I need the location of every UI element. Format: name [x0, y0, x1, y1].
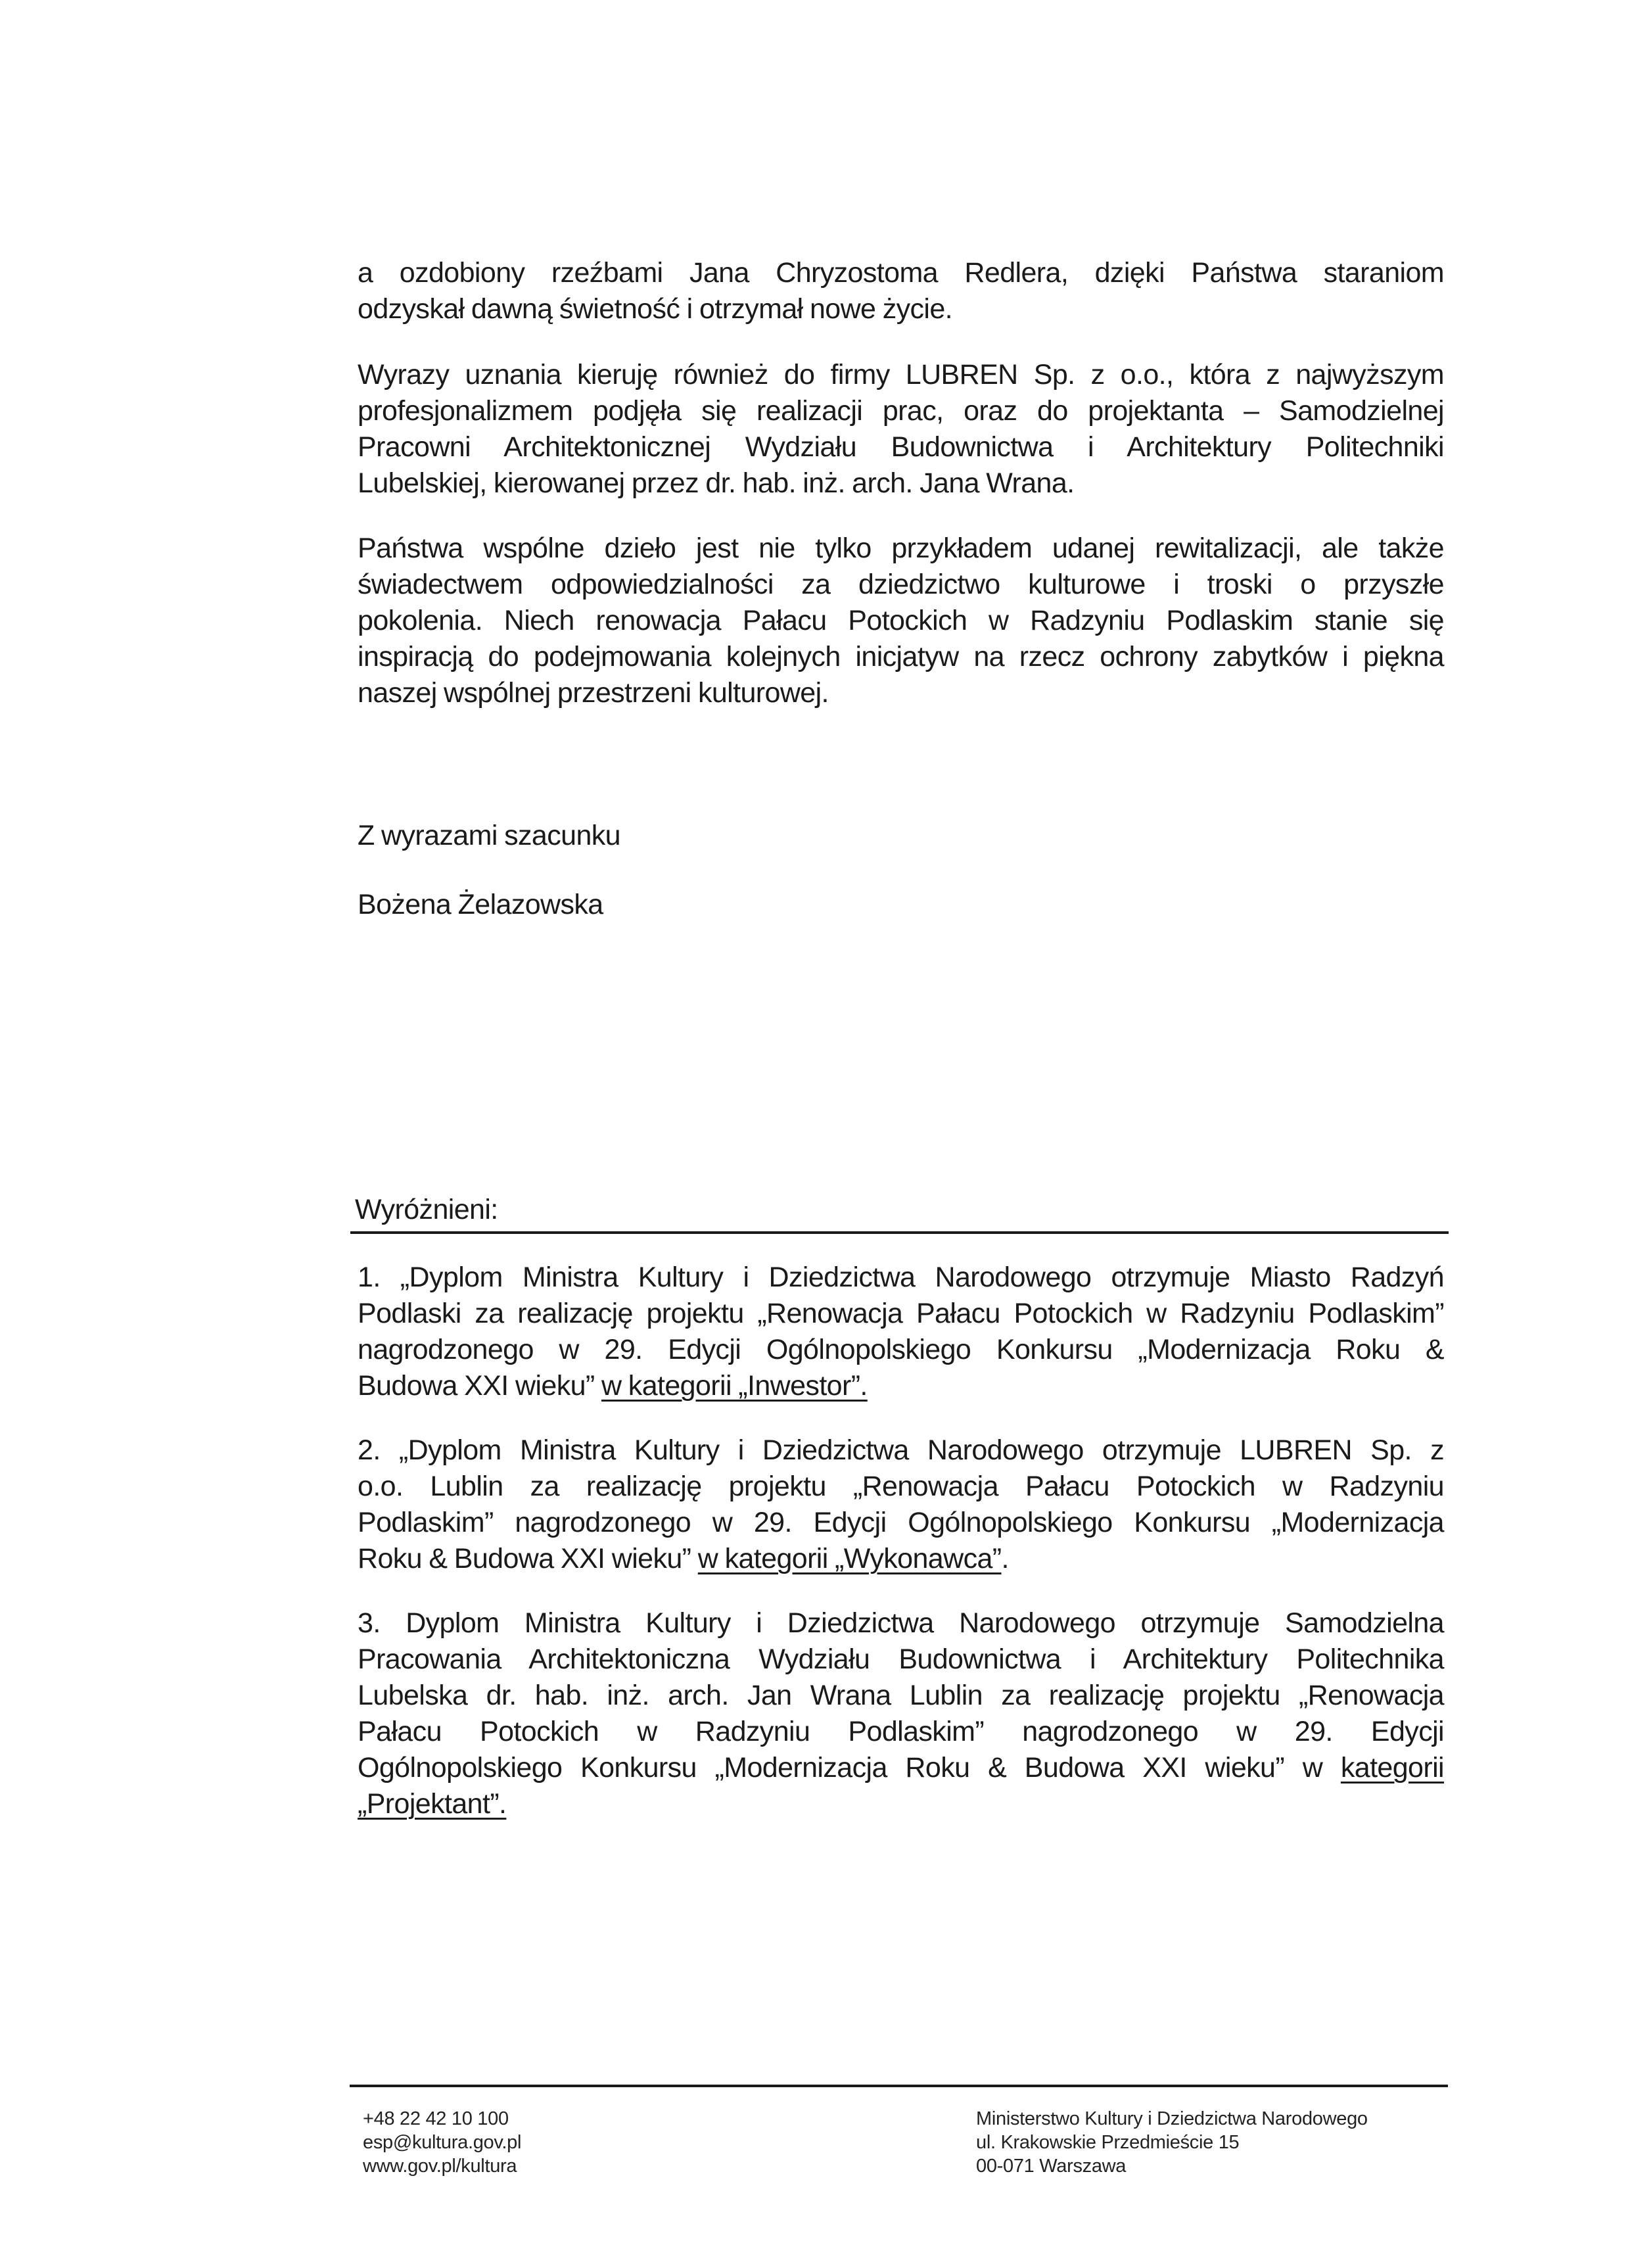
text-line: nagrodzonego w 29. Edycji Ogólnopolskiego Konkursu „Modernizacja Roku &: [358, 1334, 1444, 1365]
body-paragraph-2: [358, 357, 1444, 502]
text-line: świadectwem odpowiedzialności za dziedzictwo kulturowe i troski o przyszłe: [358, 569, 1444, 600]
footer-website[interactable]: www.gov.pl/kultura: [363, 2156, 517, 2177]
award-item-3: [358, 1605, 1444, 1822]
category-label: kategorii: [1340, 1752, 1444, 1784]
footer-city: 00-071 Warszawa: [976, 2156, 1127, 2177]
body-paragraph-3: [358, 531, 1444, 711]
category-projektant: „Projektant”.: [358, 1788, 507, 1820]
footer-phone: +48 22 42 10 100: [363, 2108, 509, 2129]
category-inwestor: w kategorii „Inwestor”.: [601, 1370, 868, 1402]
award-item-1: [358, 1260, 1444, 1404]
closing-salutation: Z wyrazami szacunku: [358, 820, 620, 851]
body-paragraph-1: [358, 255, 1444, 327]
section-divider: [350, 1231, 1449, 1234]
text-line: Podlaski za realizację projektu „Renowacja Pałacu Potockich w Radzyniu Podlaskim”: [358, 1298, 1444, 1329]
line-text: Roku & Budowa XXI wieku”: [358, 1543, 698, 1574]
award-item-2: [358, 1432, 1444, 1577]
text-line: Podlaskim” nagrodzonego w 29. Edycji Ogólnopolskiego Konkursu „Modernizacja: [358, 1507, 1444, 1538]
text-line: [358, 1750, 1444, 1786]
line-text: Ogólnopolskiego Konkursu „Modernizacja Roku & Budowa XXI wieku” w: [358, 1752, 1341, 1784]
text-line: pokolenia. Niech renowacja Pałacu Potockich w Radzyniu Podlaskim stanie się: [358, 605, 1444, 636]
text-line: Państwa wspólne dzieło jest nie tylko przykładem udanej rewitalizacji, ale także: [358, 532, 1444, 564]
text-line: Pałacu Potockich w Radzyniu Podlaskim” nagrodzonego w 29. Edycji: [358, 1716, 1444, 1747]
footer-street: ul. Krakowskie Przedmieście 15: [976, 2132, 1240, 2153]
text-line: 3. Dyplom Ministra Kultury i Dziedzictwa Narodowego otrzymuje Samodzielna: [358, 1607, 1444, 1639]
signatory-name: Bożena Żelazowska: [358, 889, 603, 920]
signature-block: [358, 887, 1444, 923]
text-line: a ozdobiony rzeźbami Jana Chryzostoma Redlera, dzięki Państwa staraniom: [358, 257, 1444, 289]
text-line: Lubelska dr. hab. inż. arch. Jan Wrana Lublin za realizację projektu „Renowacja: [358, 1680, 1444, 1711]
text-line: Lubelskiej, kierowanej przez dr. hab. inż. arch. Jana Wrana.: [358, 467, 1075, 499]
text-line: profesjonalizmem podjęła się realizacji prac, oraz do projektanta – Samodzielnej: [358, 395, 1444, 427]
text-line: [358, 1541, 1444, 1577]
footer-email[interactable]: esp@kultura.gov.pl: [363, 2132, 522, 2153]
text-line: 1. „Dyplom Ministra Kultury i Dziedzictwa Narodowego otrzymuje Miasto Radzyń: [358, 1262, 1444, 1293]
distinguished-heading: Wyróżnieni:: [355, 1194, 498, 1225]
text-line: odzyskał dawną świetność i otrzymał nowe życie.: [358, 293, 953, 325]
footer-divider: [350, 2085, 1448, 2087]
closing-block: [358, 818, 1444, 854]
line-text: .: [1001, 1543, 1009, 1574]
line-text: Budowa XXI wieku”: [358, 1370, 601, 1402]
category-wykonawca: w kategorii „Wykonawca”: [697, 1543, 1002, 1574]
footer-institution: Ministerstwo Kultury i Dziedzictwa Narodowego: [976, 2108, 1368, 2129]
text-line: Wyrazy uznania kieruję również do firmy LUBREN Sp. z o.o., która z najwyższym: [358, 359, 1444, 390]
text-line: Pracowni Architektonicznej Wydziału Budownictwa i Architektury Politechniki: [358, 431, 1444, 463]
text-line: [358, 1786, 1444, 1822]
text-line: Pracowania Architektoniczna Wydziału Budownictwa i Architektury Politechnika: [358, 1643, 1444, 1675]
text-line: [358, 1368, 1444, 1404]
text-line: inspiracją do podejmowania kolejnych inicjatyw na rzecz ochrony zabytków i piękna: [358, 641, 1444, 673]
footer-address: [976, 2107, 1368, 2178]
text-line: o.o. Lublin za realizację projektu „Renowacja Pałacu Potockich w Radzyniu: [358, 1471, 1444, 1502]
footer-contact: [363, 2107, 521, 2178]
text-line: 2. „Dyplom Ministra Kultury i Dziedzictwa Narodowego otrzymuje LUBREN Sp. z: [358, 1434, 1444, 1466]
text-line: naszej wspólnej przestrzeni kulturowej.: [358, 677, 829, 709]
